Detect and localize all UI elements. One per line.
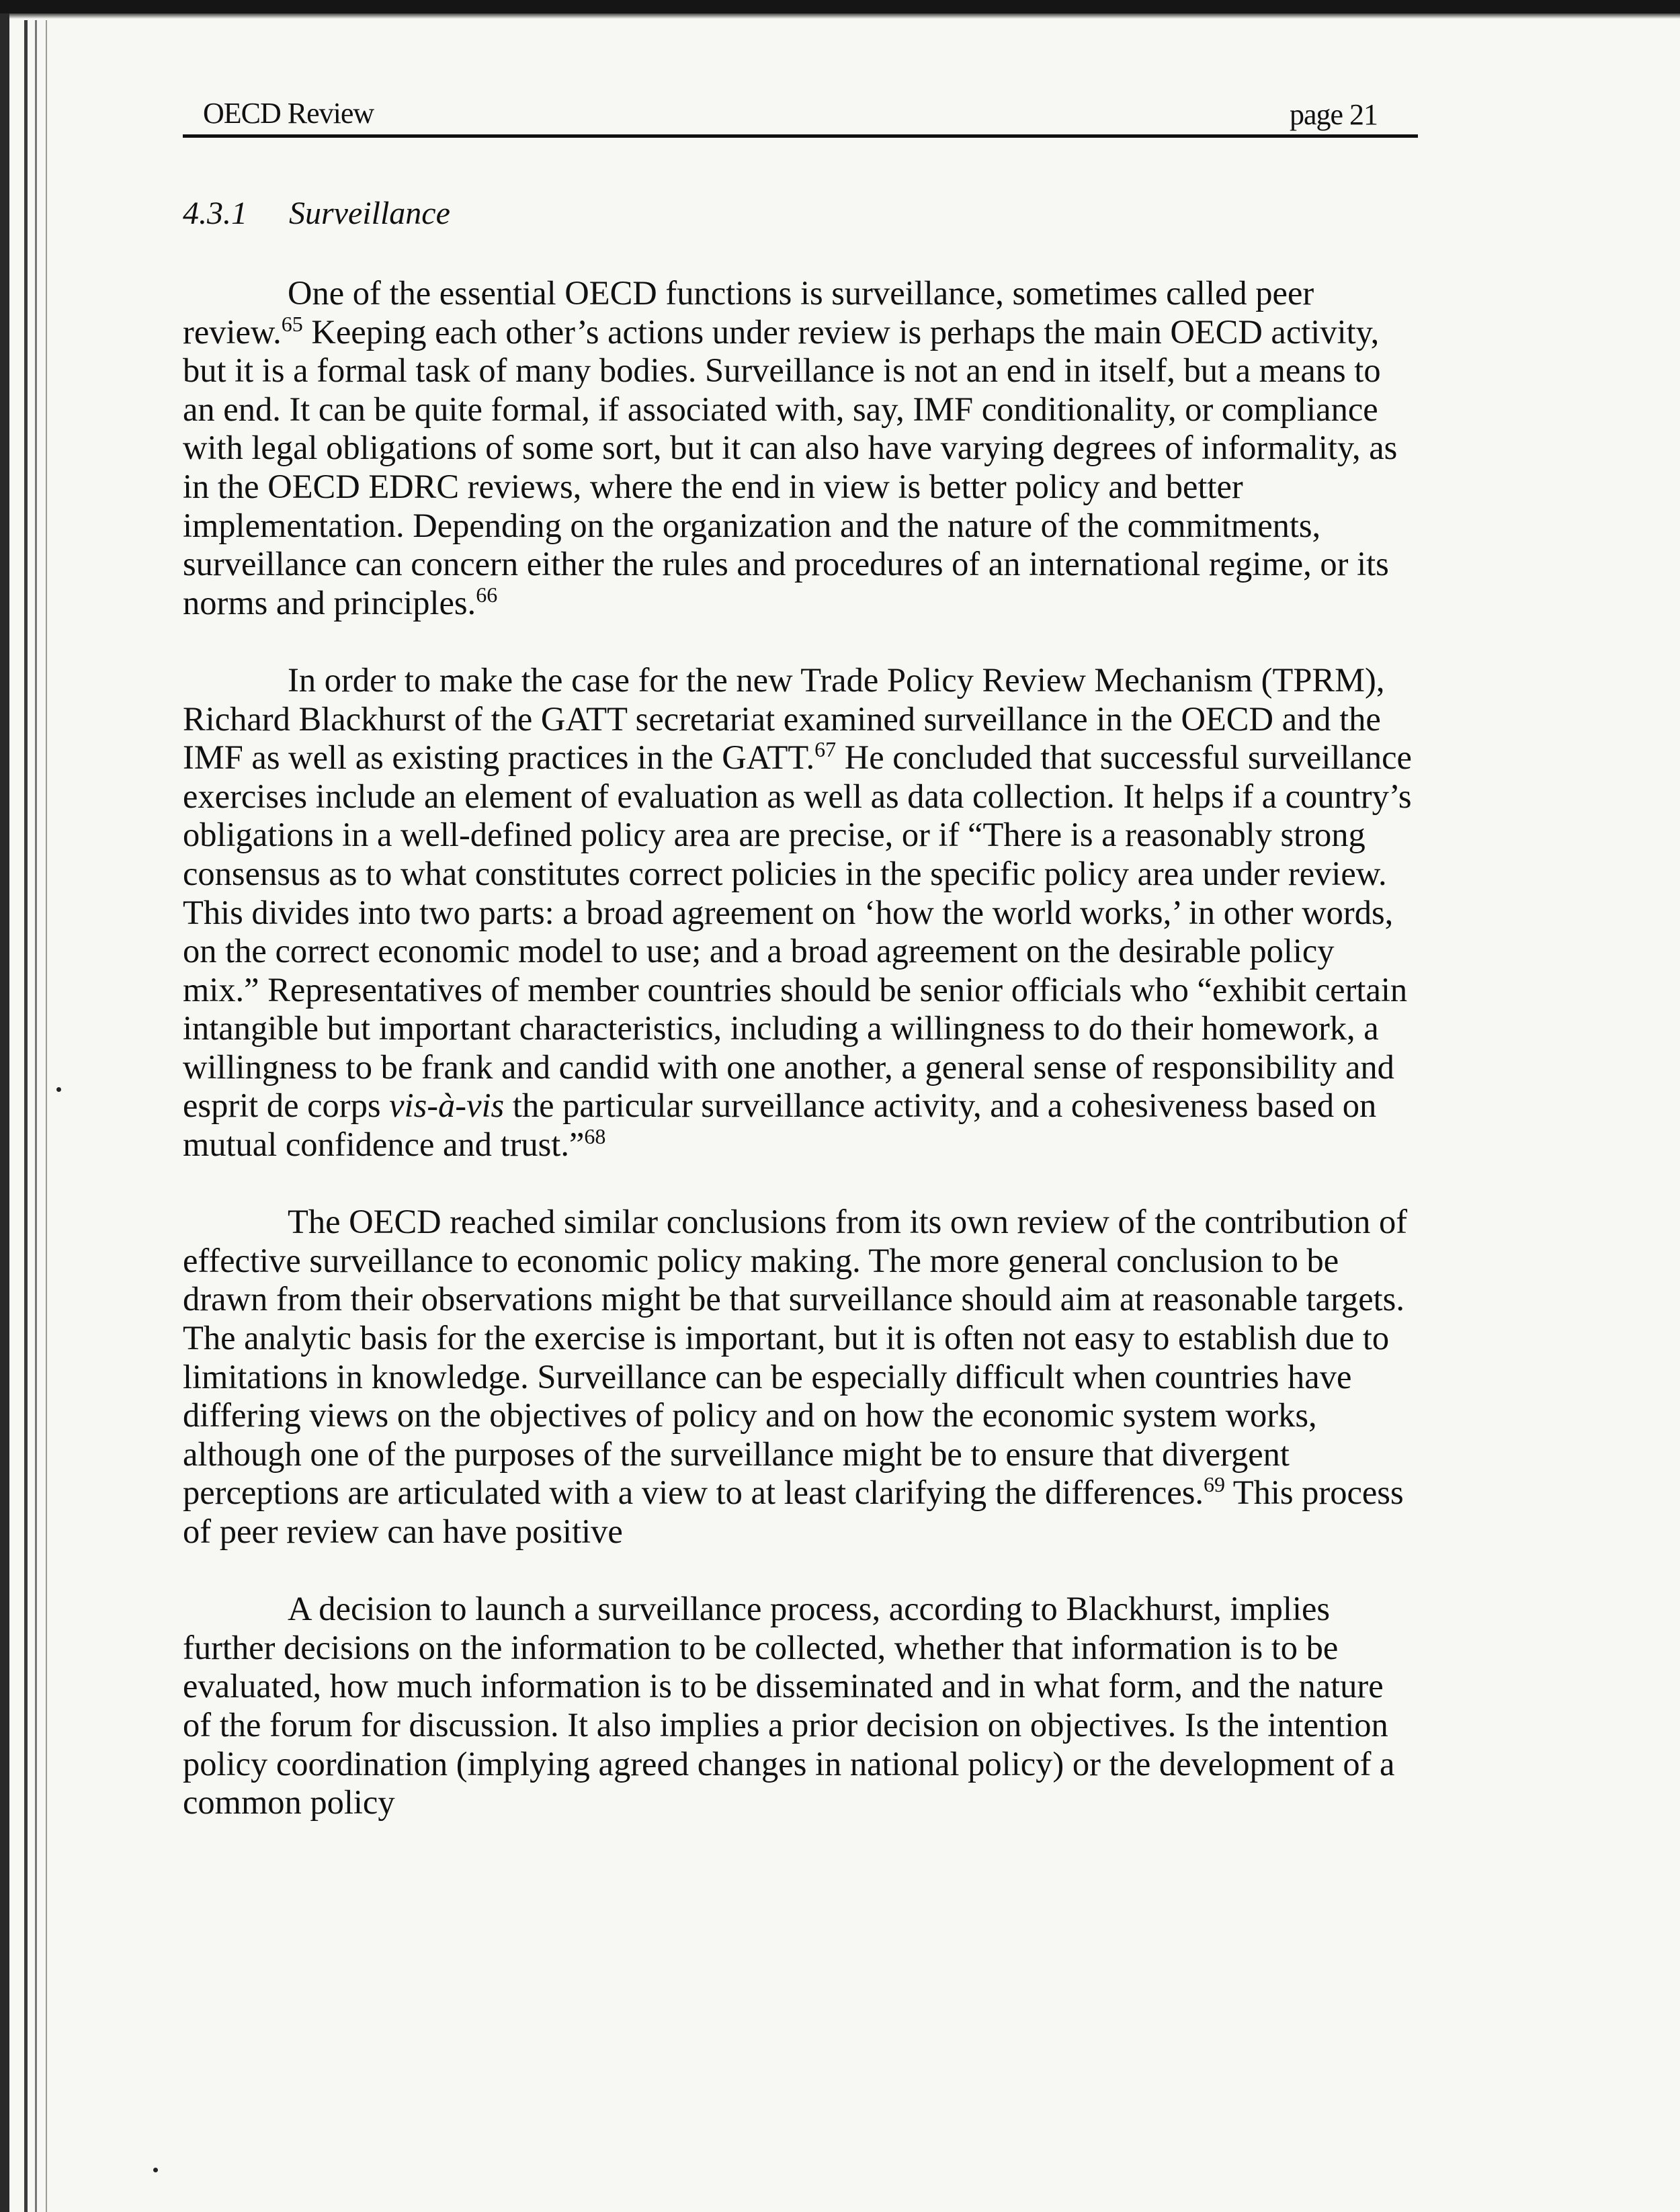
scan-margin-line	[35, 20, 37, 2212]
paragraph-text: Keeping each other’s actions under review is perhaps the main OECD activity, but it is a formal task of many bodies. Surveillance is not an end in itself, but a means to an end. It can be quite formal, if associated with, say, IMF conditionality, or compliance with legal obligations of some sort, but it can also have varying degrees of informality, as in the OECD EDRC reviews, where the end in view is better policy and better implementation. Depending on the organization and the nature of the commitments, surveillance can concern either the rules and procedures of an international regime, or its norms and principles.	[183, 312, 1398, 622]
italic-phrase: vis-à-vis	[389, 1087, 505, 1125]
footnote-ref: 69	[1204, 1472, 1226, 1497]
paragraph-text: In order to make the case for the new Trade Policy Review Mechanism (TPRM), Richard Blackhurst of the GATT secretariat examined surveillance in the OECD and the IMF as well as existing practices in the GATT.	[183, 661, 1385, 777]
paragraph-text: One of the essential OECD functions is surveillance, sometimes called peer review.	[183, 274, 1314, 351]
footnote-ref: 68	[584, 1124, 606, 1149]
paragraph-text: A decision to launch a surveillance process, according to Blackhurst, implies further decisions on the information to be collected, whether that information is to be evaluated, how much information is to be disseminated and in what form, and the nature of the forum for discussion. It also implies a prior decision on objectives. Is the intention policy coordination (implying agreed changes in national policy) or the development of a common policy	[183, 1590, 1395, 1822]
paragraph	[183, 274, 1417, 622]
document-page	[183, 0, 1418, 2212]
header-title: OECD Review	[203, 97, 374, 130]
scan-binding-edge	[0, 13, 9, 2212]
paragraph-text: He concluded that successful surveillance exercises include an element of evaluation as well as data collection. It helps if a country’s obligations in a well-defined policy area are precise, or if “There is a reasonably strong consensus as to what constitutes correct policies in the specific policy area under review. This divides into two parts: a broad agreement on ‘how the world works,’ in other words, on the correct economic model to use; and a broad agreement on the desirable policy mix.” Representatives of member countries should be senior officials who “exhibit certain intangible but important characteristics, including a willingness to do their homework, a willingness to be frank and candid with one another, a general sense of responsibility and esprit de corps	[183, 738, 1412, 1125]
scan-margin-line	[24, 20, 28, 2212]
running-header	[183, 93, 1418, 138]
paragraph	[183, 661, 1417, 1164]
scan-speck	[56, 1087, 61, 1092]
page-number: page 21	[1289, 98, 1378, 131]
paragraph-text: The OECD reached similar conclusions from its own review of the contribution of effective surveillance to economic policy making. The more general conclusion to be drawn from their observations might be that surveillance should aim at reasonable targets. The analytic basis for the exercise is important, but it is often not easy to establish due to limitations in knowledge. Surveillance can be especially difficult when countries have differing views on the objectives of policy and on how the economic system works, although one of the purposes of the surveillance might be to ensure that divergent perceptions are articulated with a view to at least clarifying the differences.	[183, 1203, 1408, 1512]
section-title: Surveillance	[289, 196, 450, 231]
body-text	[183, 274, 1417, 1822]
section-number: 4.3.1	[183, 196, 247, 231]
footnote-ref: 65	[281, 311, 303, 336]
section-heading	[183, 195, 450, 232]
paragraph-text: the particular surveillance activity, and a cohesiveness based on mutual confidence and trust.”	[183, 1087, 1377, 1164]
paragraph-text: This process of peer review can have positive	[183, 1474, 1404, 1550]
paragraph	[183, 1590, 1417, 1822]
paragraph	[183, 1203, 1417, 1551]
scan-margin-line	[46, 20, 47, 2212]
footnote-ref: 66	[476, 582, 498, 607]
footnote-ref: 67	[814, 737, 837, 762]
scan-speck	[153, 2168, 158, 2172]
